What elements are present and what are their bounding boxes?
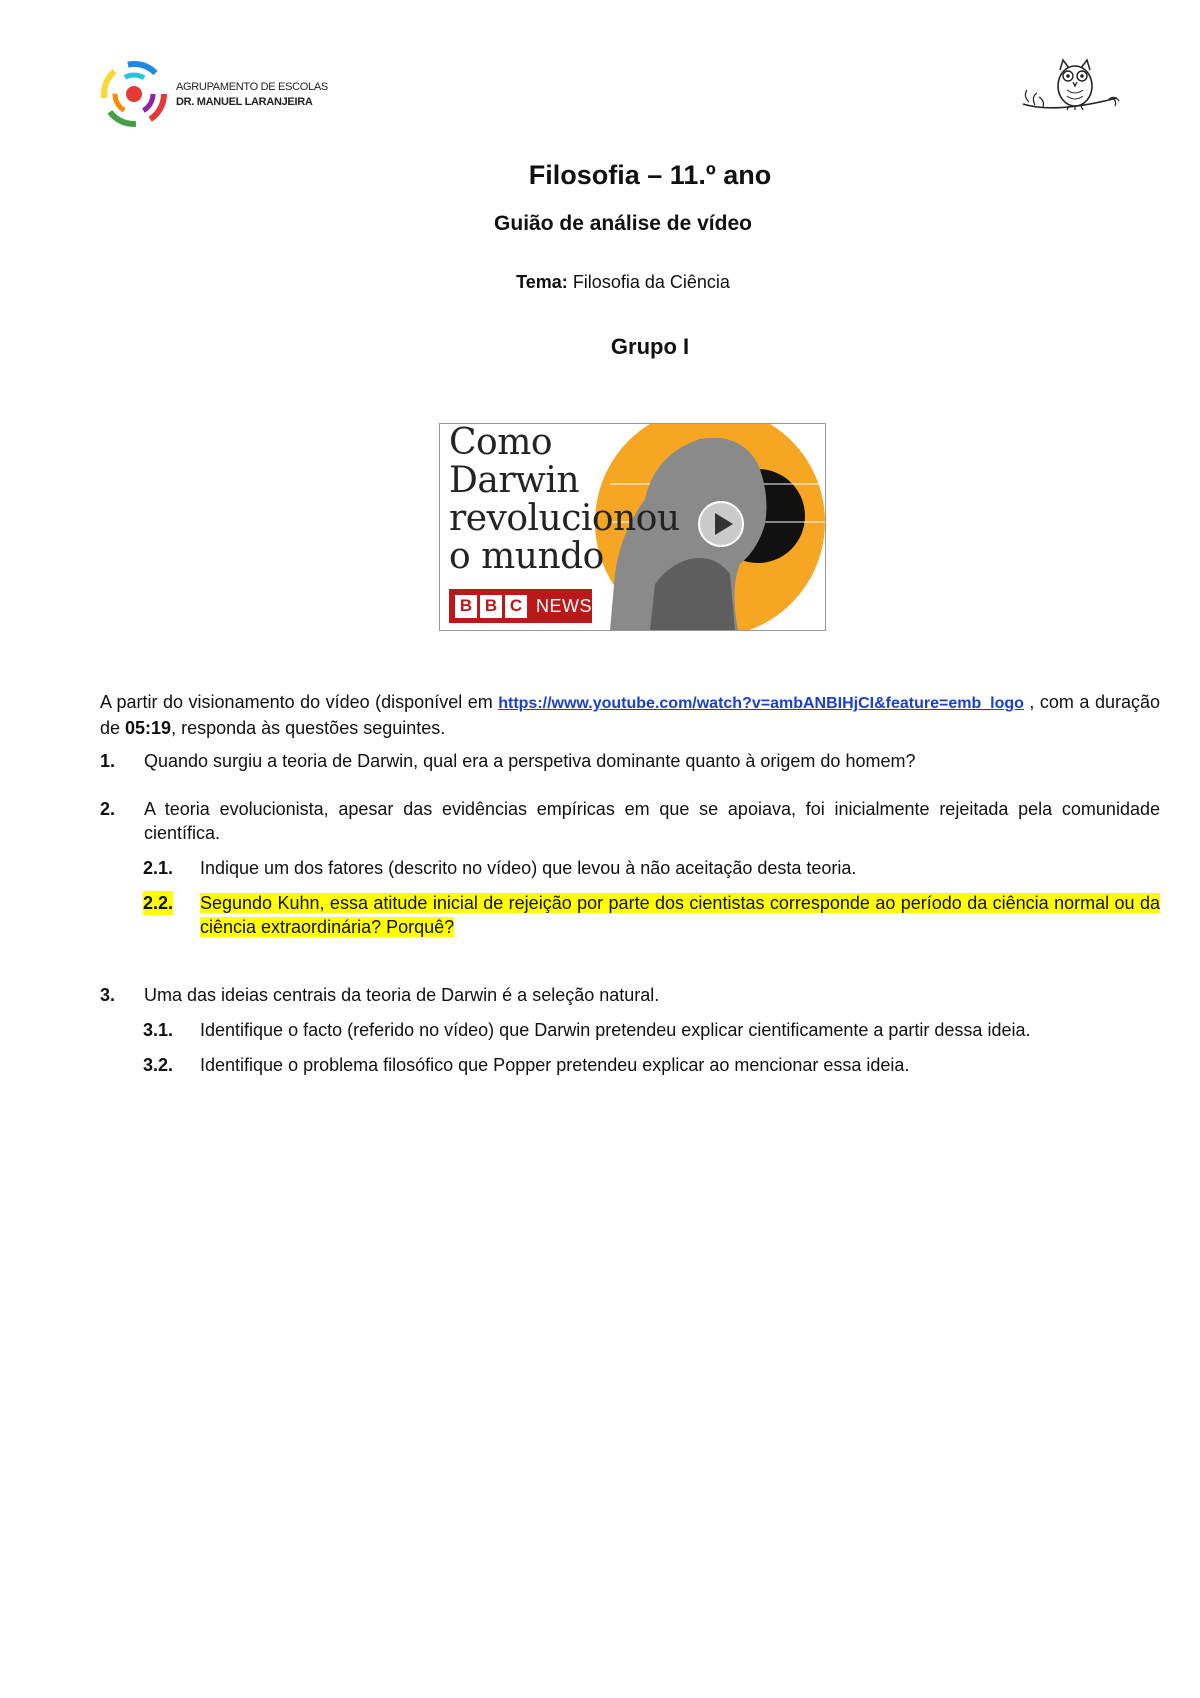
thumbnail-title-line: o mundo [449,536,604,577]
question-number: 3.2. [143,1055,174,1075]
page-title: Filosofia – 11.º ano [528,160,772,190]
question-number: 3.1. [143,1020,174,1040]
video-duration: 05:19 [125,718,172,738]
highlighted-text: Segundo Kuhn, essa atitude inicial de rejeição por parte dos cientistas corresponde ao período da ciência normal ou da ciência extraordinária? Porquê? [200,893,1160,937]
video-link[interactable]: https://www.youtube.com/watch?v=ambANBIHjCI&feature=emb_logo [498,695,1024,712]
thumbnail-title [449,424,680,576]
question-3-1 [143,1018,1160,1042]
video-thumbnail[interactable] [439,423,826,631]
question-number: 2. [100,799,116,819]
intro-paragraph [100,690,1160,740]
question-2 [100,797,1160,845]
question-1 [100,749,1160,773]
thumbnail-title-line: Darwin [449,460,580,501]
question-text: A teoria evolucionista, apesar das evidências empíricas em que se apoiava, foi inicialmente rejeitada pela comunidade científica. [144,799,1160,843]
tema-line [0,272,1200,293]
question-text: Uma das ideias centrais da teoria de Darwin é a seleção natural. [144,985,660,1005]
question-2-1 [143,856,1160,880]
question-2-2 [143,891,1160,939]
question-text: Quando surgiu a teoria de Darwin, qual era a perspetiva dominante quanto à origem do homem? [144,751,916,771]
question-text-highlighted [200,891,1160,939]
intro-text-3: , responda às questões seguintes. [171,718,446,738]
intro-text-2: , com a duração de [100,692,1160,738]
section-heading: Grupo I [610,334,690,359]
school-name [176,80,328,110]
question-3-2 [143,1053,1160,1077]
page-subtitle: Guião de análise de vídeo [494,212,752,235]
thumbnail-title-line: revolucionou [449,498,680,539]
question-number: 2.2. [143,893,174,913]
question-number: 1. [100,751,116,771]
bbc-letter: C [505,595,527,618]
question-text: Indique um dos fatores (descrito no vídeo) que levou à não aceitação desta teoria. [200,858,857,878]
question-text: Identifique o problema filosófico que Popper pretendeu explicar ao mencionar essa ideia. [200,1055,910,1075]
tema-value: Filosofia da Ciência [572,272,730,292]
question-number: 2.1. [143,858,174,878]
intro-text-1: A partir do visionamento do vídeo (disponível em [100,692,499,712]
school-name-line2: DR. MANUEL LARANJEIRA [176,96,313,108]
school-name-line1: AGRUPAMENTO DE ESCOLAS [176,81,328,93]
school-logo-icon [100,60,168,128]
bbc-news-word: NEWS [536,595,592,616]
question-text: Identifique o facto (referido no vídeo) que Darwin pretendeu explicar cientificamente a partir dessa ideia. [200,1020,1031,1040]
question-3 [100,983,1160,1007]
question-number: 3. [100,985,116,1005]
bbc-letter: B [455,595,477,618]
owl-logo-icon [1015,52,1125,124]
thumbnail-title-line: Como [449,423,553,463]
bbc-letter: B [480,595,502,618]
bbc-news-logo [449,589,592,623]
tema-label: Tema: [516,272,568,292]
